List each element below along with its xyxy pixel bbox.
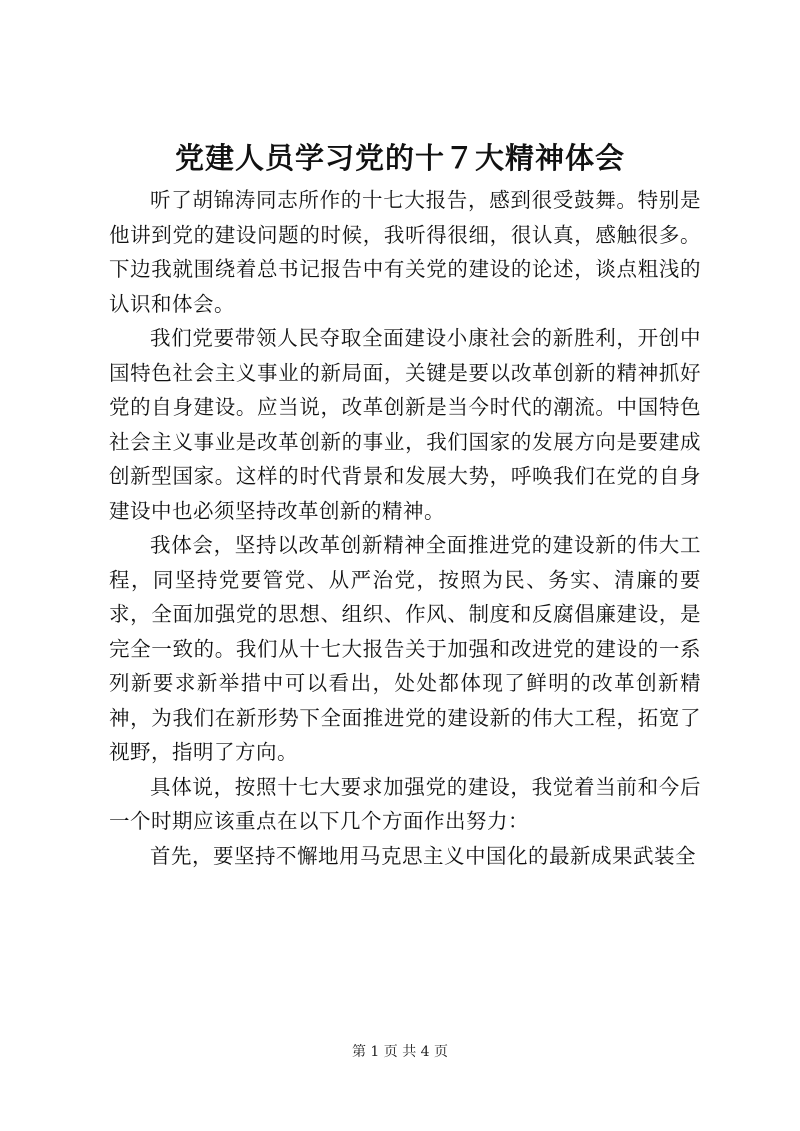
paragraph-4: 具体说，按照十七大要求加强党的建设，我觉着当前和今后一个时期应该重点在以下几个方面作出努力：: [109, 774, 701, 833]
document-body: [109, 183, 701, 873]
paragraph-3: 我体会，坚持以改革创新精神全面推进党的建设新的伟大工程，同坚持党要管党、从严治党，按照为民、务实、清廉的要求，全面加强党的思想、组织、作风、制度和反腐倡廉建设，是完全一致的。我们从十七大报告关于加强和改进党的建设的一系列新要求新举措中可以看出，处处都体现了鲜明的改革创新精神，为我们在新形势下全面推进党的建设新的伟大工程，拓宽了视野，指明了方向。: [109, 533, 701, 764]
paragraph-2: 我们党要带领人民夺取全面建设小康社会的新胜利，开创中国特色社会主义事业的新局面，关键是要以改革创新的精神抓好党的自身建设。应当说，改革创新是当今时代的潮流。中国特色社会主义事业是改革创新的事业，我们国家的发展方向是要建成创新型国家。这样的时代背景和发展大势，呼唤我们在党的自身建设中也必须坚持改革创新的精神。: [109, 326, 701, 523]
paragraph-5: 首先，要坚持不懈地用马克思主义中国化的最新成果武装全: [150, 843, 696, 868]
paragraph-1: 听了胡锦涛同志所作的十七大报告，感到很受鼓舞。特别是他讲到党的建设问题的时候，我听得很细，很认真，感触很多。下边我就围绕着总书记报告中有关党的建设的论述，谈点粗浅的认识和体会。: [109, 188, 701, 316]
document-title: 党建人员学习党的十７大精神体会: [174, 141, 625, 175]
page-number-footer: 第 1 页 共 4 页: [351, 1044, 449, 1060]
